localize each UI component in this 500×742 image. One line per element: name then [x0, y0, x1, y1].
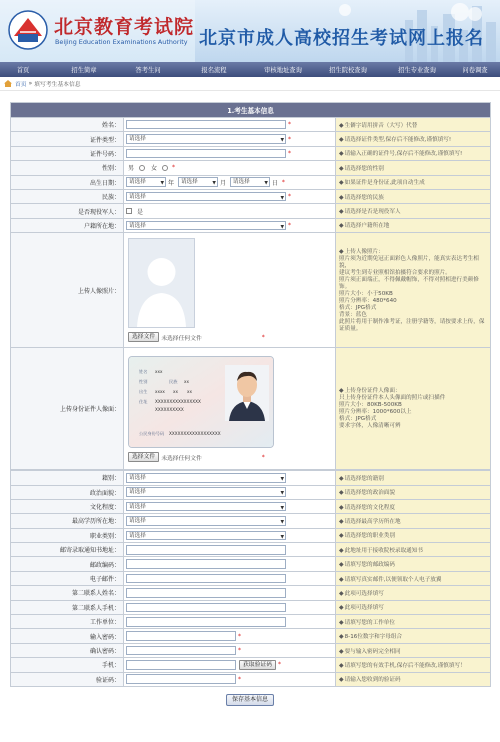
hint-bullet-icon: ◆: [339, 604, 344, 612]
hint-bullet-icon: ◆: [339, 222, 344, 230]
photo-label: 上传人像照片：: [11, 233, 124, 348]
hint-bullet-icon: ◆: [339, 561, 344, 569]
site-logo[interactable]: [8, 8, 208, 52]
form-row-education-level: [11, 499, 491, 513]
mailing-address-input[interactable]: [126, 545, 286, 555]
chevron-down-icon: ▼: [160, 181, 164, 187]
highest-degree-location-label: 最高学历所在地：: [11, 514, 124, 528]
site-header: [0, 0, 500, 62]
section-title: 1.考生基本信息: [11, 103, 491, 118]
highest-degree-location-select[interactable]: [126, 516, 286, 526]
hint-bullet-icon: ◆: [339, 532, 344, 540]
nav-item-audit-address[interactable]: 审核地址查询: [264, 67, 302, 74]
id-type-hint: 请选择证件类型,保存后不能修改,谨慎填写!: [344, 137, 452, 144]
select-value: 请选择: [129, 193, 146, 200]
hint-bullet-icon: ◆: [339, 676, 344, 684]
required-mark: *: [288, 221, 291, 229]
employer-label: 工作单位：: [11, 615, 124, 629]
chevron-down-icon: ▼: [280, 138, 284, 144]
hint-bullet-icon: ◆: [339, 647, 344, 655]
chevron-down-icon: ▼: [280, 505, 284, 511]
required-mark: *: [288, 121, 291, 129]
select-value: 请选择: [129, 518, 146, 525]
gender-female-radio[interactable]: [162, 165, 168, 171]
required-mark: *: [238, 632, 241, 640]
nav-item-brochure[interactable]: 招生简章: [71, 67, 97, 74]
household-select[interactable]: [126, 221, 286, 231]
card-field: 住址: [139, 399, 148, 405]
select-value: 请选择: [129, 222, 146, 229]
card-field: xx: [184, 379, 189, 385]
id-number-input[interactable]: [126, 149, 286, 159]
hint-bullet-icon: ◆: [339, 633, 344, 641]
id-photo-hint-line: 照片大小：80KB-500KB: [339, 402, 402, 409]
mobile-label: 手机：: [11, 658, 124, 672]
form-row-verification-code: [11, 672, 491, 686]
form-row-employer: [11, 615, 491, 629]
gender-female-label: 女: [150, 165, 157, 173]
photo-placeholder: [128, 238, 195, 328]
id-card-sample-image: [128, 356, 274, 448]
id-card-illustration: [129, 357, 274, 448]
form-row-political-status: [11, 485, 491, 499]
chevron-down-icon: ▼: [212, 181, 216, 187]
occupation-select[interactable]: [126, 531, 286, 541]
required-mark: *: [238, 647, 241, 654]
email-hint: 请填写真实邮件,以便领取个人电子放翼: [344, 576, 442, 583]
form-row-gender: [11, 161, 491, 175]
card-field: 性别: [139, 379, 148, 385]
verification-code-label: 验证码：: [11, 672, 124, 686]
card-field: xxx: [155, 369, 163, 375]
photo-hint-line: 建议考生到专业照相馆拍摄符合要求的照片。: [339, 269, 451, 276]
employer-input[interactable]: [126, 617, 286, 627]
domicile-select[interactable]: [126, 473, 286, 483]
hint-bullet-icon: ◆: [339, 193, 344, 201]
gender-male-label: 男: [128, 165, 135, 173]
id-type-select[interactable]: [126, 134, 286, 144]
political-status-select[interactable]: [126, 487, 286, 497]
ethnicity-hint: 请选择您的民族: [344, 194, 384, 201]
chevron-down-icon: ▼: [280, 534, 284, 540]
card-field: 公民身份号码: [139, 431, 165, 437]
gender-male-radio[interactable]: [139, 165, 145, 171]
registration-form: [10, 102, 490, 706]
military-check-label: 是: [137, 208, 144, 216]
birthdate-label: 出生日期：: [11, 175, 124, 189]
password-hint: 8-16位数字和字母组合: [344, 634, 403, 641]
political-status-hint: 请选择您的政治面貌: [344, 490, 395, 497]
card-field: 民族: [169, 379, 178, 385]
domicile-hint: 请选择您的籍别: [344, 475, 384, 482]
day-unit: 日: [271, 179, 278, 187]
required-mark: *: [288, 193, 291, 201]
card-portrait: [225, 365, 269, 421]
required-mark: *: [261, 333, 265, 341]
form-row-id-type: [11, 132, 491, 146]
hint-bullet-icon: ◆: [339, 489, 344, 497]
card-field: XXXXXXXXXXXXXXXX: [155, 399, 201, 405]
form-row-photo: [11, 233, 491, 348]
chevron-down-icon: ▼: [280, 224, 284, 230]
verification-code-input[interactable]: [126, 674, 236, 684]
hint-bullet-icon: ◆: [339, 247, 344, 255]
nav-item-home[interactable]: 首页: [16, 67, 30, 74]
form-row-ethnicity: [11, 189, 491, 203]
mailing-address-label: 邮寄录取通知书地址：: [11, 543, 124, 557]
postal-code-label: 邮政编码：: [11, 557, 124, 571]
form-row-occupation: [11, 528, 491, 542]
occupation-label: 职业类别：: [11, 528, 124, 542]
select-value: 请选择: [129, 136, 146, 143]
hint-bullet-icon: ◆: [339, 589, 344, 597]
required-mark: *: [288, 135, 291, 143]
id-photo-hint-line: 只上传身份证件本人头像面的照片或扫描件: [339, 395, 446, 402]
hint-bullet-icon: ◆: [339, 164, 344, 172]
hint-bullet-icon: ◆: [339, 517, 344, 525]
military-checkbox[interactable]: [126, 208, 132, 214]
photo-hint-line: 上传人像照片：: [344, 248, 384, 255]
select-value: 请选择: [180, 179, 198, 186]
id-photo-hint-line: 格式：JPG格式: [339, 416, 377, 423]
photo-hint-line: 此照片将用于制作准考证，注册学籍等，请按要求上传，保证质量。: [339, 318, 485, 332]
name-input[interactable]: [126, 120, 286, 130]
photo-hint-line: 照片大小：小于50KB: [339, 290, 393, 297]
save-basic-info-button[interactable]: 保存基本信息: [226, 694, 274, 706]
id-number-label: 证件号码：: [11, 146, 124, 160]
education-level-hint: 请选择您的文化程度: [344, 504, 395, 511]
second-contact-name-input[interactable]: [126, 588, 286, 598]
id-photo-hint: [336, 348, 491, 470]
confirm-password-label: 确认密码：: [11, 643, 124, 657]
highest-degree-location-hint: 请选择最高学历所在地: [344, 518, 401, 525]
id-type-label: 证件类型：: [11, 132, 124, 146]
form-row-postal-code: [11, 557, 491, 571]
form-row-mobile: [11, 658, 491, 672]
year-unit: 年: [168, 179, 175, 187]
hint-bullet-icon: ◆: [339, 546, 344, 554]
confirm-password-input[interactable]: [126, 646, 236, 656]
required-mark: *: [281, 178, 285, 186]
second-contact-phone-hint: 此项可选择填写: [344, 605, 384, 612]
hint-bullet-icon: ◆: [339, 575, 344, 583]
get-verification-code-button[interactable]: 获取验证码: [239, 660, 276, 670]
hint-bullet-icon: ◆: [339, 387, 344, 395]
form-row-id-photo: [11, 348, 491, 470]
verification-code-hint: 请输入您收到的验证码: [344, 677, 401, 684]
hint-bullet-icon: ◆: [339, 121, 344, 129]
form-row-second-contact-name: [11, 586, 491, 600]
card-field: XXXXXXXXXXXXXXXXXX: [169, 431, 221, 437]
photo-hint-line: 照片须正面端正，不得佩戴帽饰，不得对照相进行美颜修饰。: [339, 276, 479, 290]
education-level-label: 文化程度：: [11, 499, 124, 513]
hint-bullet-icon: ◆: [339, 661, 344, 669]
form-row-birthdate: [11, 175, 491, 189]
nav-item-faq[interactable]: 答考生问: [135, 67, 161, 74]
form-table-lower: [10, 470, 491, 687]
select-value: 请选择: [129, 532, 146, 539]
main-nav: [0, 62, 500, 77]
chevron-down-icon: ▼: [280, 477, 284, 483]
submit-row: [10, 687, 490, 706]
select-value: 请选择: [129, 179, 146, 186]
card-field: 姓名: [139, 369, 148, 375]
form-row-domicile: [11, 471, 491, 485]
gender-hint: 请选择您的性别: [344, 165, 384, 172]
logo-chinese-name: 北京教育考试院: [54, 16, 195, 38]
required-mark: *: [261, 453, 265, 461]
second-contact-name-hint: 此项可选择填写: [344, 590, 384, 597]
military-label: 是否现役军人：: [11, 204, 124, 218]
password-input[interactable]: [126, 631, 236, 641]
card-field: XXXXXXXXXX: [155, 407, 184, 413]
photo-hint: [336, 233, 491, 348]
political-status-label: 政治面貌：: [11, 485, 124, 499]
postal-code-hint: 请填写您的邮政编码: [344, 562, 395, 569]
chevron-down-icon: ▼: [280, 491, 284, 497]
select-value: 请选择: [129, 503, 146, 510]
required-mark: *: [238, 675, 241, 683]
select-value: 请选择: [232, 179, 250, 186]
logo-english-name: Beijing Education Examinations Authority: [55, 38, 188, 46]
mobile-hint: 请填写您的有效手机,保存后不能修改,谨慎填写！: [344, 662, 466, 669]
birth-year-select[interactable]: [126, 177, 166, 187]
email-label: 电子邮件：: [11, 571, 124, 585]
id-photo-choose-file-button[interactable]: 选择文件: [128, 452, 159, 462]
photo-hint-line: 照片分辨率：480*640: [339, 297, 397, 304]
photo-hint-line: 背景：蓝色: [339, 311, 367, 318]
id-photo-no-file-text: 未选择任何文件: [161, 455, 202, 462]
nav-item-major-query[interactable]: 招生专业查询: [398, 67, 436, 74]
nav-item-school-query[interactable]: 招生院校查询: [329, 67, 367, 74]
hint-bullet-icon: ◆: [339, 136, 344, 144]
card-field: 出生: [139, 389, 148, 395]
domicile-label: 籍别：: [11, 471, 124, 485]
second-contact-name-label: 第二联系人姓名：: [11, 586, 124, 600]
id-photo-hint-line: 要求字体，人像清晰可辨: [339, 423, 401, 430]
form-row-id-number: [11, 146, 491, 160]
hint-bullet-icon: ◆: [339, 150, 344, 158]
hint-bullet-icon: ◆: [339, 503, 344, 511]
birthdate-hint: 如果证件是身份证,此项自动生成: [344, 180, 425, 187]
postal-code-input[interactable]: [126, 559, 286, 569]
education-level-select[interactable]: [126, 502, 286, 512]
form-row-second-contact-phone: [11, 600, 491, 614]
mailing-address-hint: 此地址用于接收院校录取通知书: [344, 547, 423, 554]
id-photo-hint-line: 上传身份证件人像面：: [344, 388, 401, 395]
chevron-down-icon: ▼: [280, 520, 284, 526]
photo-choose-file-button[interactable]: 选择文件: [128, 332, 159, 342]
id-photo-label: 上传身份证件人像面：: [11, 348, 124, 470]
nav-item-survey[interactable]: 问卷调查: [462, 67, 488, 74]
hint-bullet-icon: ◆: [339, 179, 344, 187]
select-value: 请选择: [129, 489, 146, 496]
breadcrumb-home-link[interactable]: 首页: [15, 82, 27, 88]
form-row-mailing-address: [11, 543, 491, 557]
military-hint: 请选择是否是现役军人: [344, 209, 401, 216]
birth-day-select[interactable]: [230, 177, 270, 187]
photo-hint-line: 格式：JPG格式: [339, 304, 377, 311]
household-label: 户籍所在地：: [11, 218, 124, 232]
gender-label: 性别：: [11, 161, 124, 175]
logo-emblem-icon: [8, 10, 48, 50]
name-hint: 生僻字请用拼音（大写）代替: [344, 122, 418, 129]
form-row-confirm-password: [11, 643, 491, 657]
household-hint: 请选择户籍所在地: [344, 223, 390, 230]
home-icon: [4, 80, 12, 87]
chevron-down-icon: ▼: [264, 181, 268, 187]
photo-hint-line: 照片须为近期免冠正面彩色人像照片，能真实表达考生相貌，: [339, 255, 479, 269]
occupation-hint: 请选择您的职业类别: [344, 533, 395, 540]
required-mark: *: [171, 164, 175, 172]
select-value: 请选择: [129, 475, 146, 482]
required-mark: *: [288, 149, 291, 157]
confirm-password-hint: 要与输入密码完全相同: [344, 648, 401, 655]
breadcrumb-current: 填写考生基本信息: [34, 82, 81, 88]
month-unit: 月: [219, 179, 226, 187]
required-mark: *: [278, 661, 281, 669]
photo-no-file-text: 未选择任何文件: [161, 335, 202, 342]
hint-bullet-icon: ◆: [339, 618, 344, 626]
person-silhouette-icon: [129, 239, 194, 327]
id-photo-hint-line: 照片分辨率：1000*600以上: [339, 409, 412, 416]
id-number-hint: 请输入正确的证件号,保存后不能修改,谨慎填写!: [344, 151, 463, 158]
breadcrumb: [0, 77, 500, 91]
form-row-military: [11, 204, 491, 218]
form-row-email: [11, 571, 491, 585]
breadcrumb-separator: »: [28, 80, 33, 87]
birth-month-select[interactable]: [178, 177, 218, 187]
email-input[interactable]: [126, 574, 286, 584]
form-row-password: [11, 629, 491, 643]
second-contact-phone-input[interactable]: [126, 603, 286, 613]
ethnicity-label: 民族：: [11, 189, 124, 203]
site-title: 北京市成人高校招生考试网上报名: [199, 28, 484, 49]
form-row-name: [11, 118, 491, 132]
card-field: xx: [187, 389, 192, 395]
form-row-highest-degree-location: [11, 514, 491, 528]
form-row-household: [11, 218, 491, 232]
employer-hint: 请填写您的工作单位: [344, 619, 395, 626]
second-contact-phone-label: 第二联系人手机：: [11, 600, 124, 614]
hint-bullet-icon: ◆: [339, 208, 344, 216]
card-field: xxxx: [155, 389, 165, 395]
name-label: 姓名：: [11, 118, 124, 132]
ethnicity-select[interactable]: [126, 192, 286, 202]
hint-bullet-icon: ◆: [339, 474, 344, 482]
mobile-input[interactable]: [126, 660, 236, 670]
chevron-down-icon: ▼: [280, 195, 284, 201]
password-label: 输入密码：: [11, 629, 124, 643]
nav-item-process[interactable]: 报名流程: [201, 67, 227, 74]
card-field: xx: [173, 389, 178, 395]
